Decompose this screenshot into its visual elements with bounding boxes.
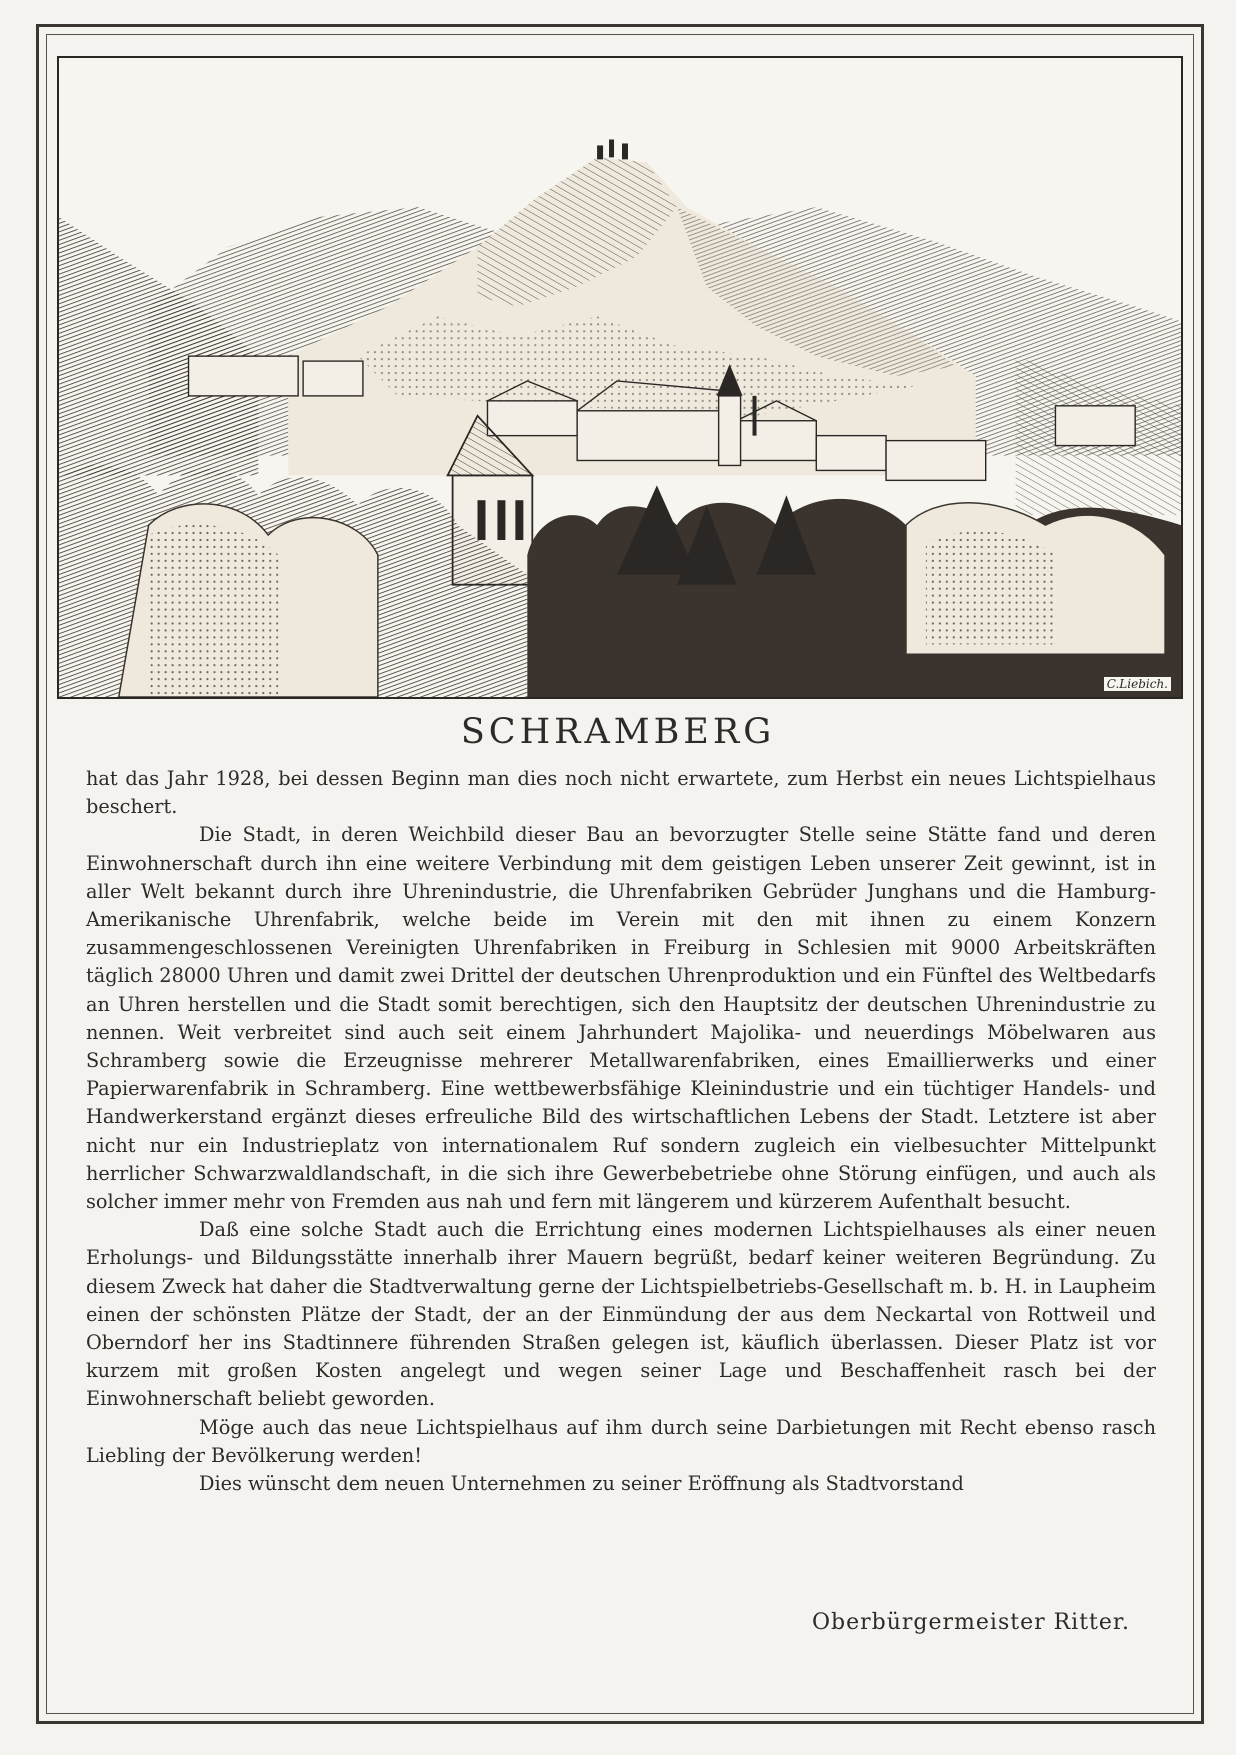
artist-signature: C.Liebich. (1104, 677, 1171, 691)
signature-line: Oberbürgermeister Ritter. (811, 1610, 1130, 1635)
paragraph: hat das Jahr 1928, bei dessen Beginn man dies noch nicht erwartete, zum Herbst ein neues Lichtspielhaus beschert. (86, 767, 1156, 819)
paragraph: Die Stadt, in deren Weichbild dieser Bau an bevorzugter Stelle seine Stätte fand und deren Einwohnerschaft durch ihn eine weitere Verbindung mit dem geistigen Leben unserer Zeit gewinnt, ist in aller Welt bekannt durch ihre Uhrenindustrie, die Uhrenfabriken Gebrüder Junghans und die Hamburg-Amerikanische Uhrenfabrik, welche beide im Verein mit den mit ihnen zu einem Konzern zusammengeschlossenen Vereinigten Uhrenfabriken in Freiburg in Schlesien mit 9000 Arbeitskräften täglich 28000 Uhren und damit zwei Drittel der deutschen Uhrenproduktion und ein Fünftel des Weltbedarfs an Uhren herstellen und die Stadt somit berechtigen, sich den Hauptsitz der deutschen Uhrenindustrie zu nennen. Weit verbreitet sind auch seit einem Jahrhundert Majolika- und neuerdings Möbelwaren aus Schramberg sowie die Erzeugnisse mehrerer Metallwarenfabriken, eines Emaillierwerks und einer Papierwarenfabrik in Schramberg. Eine wettbewerbsfähige Kleinindustrie und ein tüchtiger Handels- und Handwerkerstand ergänzt dieses erfreuliche Bild des wirtschaftlichen Lebens der Stadt. Letztere ist aber nicht nur ein Industrieplatz von internationalem Ruf sondern zugleich ein vielbesuchter Mittelpunkt herrlicher Schwarzwaldlandschaft, in die sich ihre Gewerbebetriebe ohne Störung einfügen, und auch als solcher immer mehr von Fremden aus nah und fern mit längerem und kürzerem Aufenthalt besucht. (86, 823, 1156, 1214)
body-text (86, 765, 1156, 1498)
landscape-drawing (59, 58, 1181, 697)
town-landscape-illustration (57, 56, 1183, 699)
paragraph: Daß eine solche Stadt auch die Errichtung eines modernen Lichtspielhauses als einer neuen Erholungs- und Bildungsstätte innerhalb ihrer Mauern begrüßt, bedarf keiner weiteren Begründung. Zu diesem Zweck hat daher die Stadtverwaltung gerne der Lichtspielbetriebs-Gesellschaft m. b. H. in Laupheim einen der schönsten Plätze der Stadt, der an der Einmündung der aus dem Neckartal von Rottweil und Oberndorf her ins Stadtinnere führenden Straßen gelegen ist, käuflich überlassen. Dieser Platz ist vor kurzem mit großen Kosten angelegt und wegen seiner Lage und Beschaffenheit rasch bei der Einwohnerschaft beliebt geworden. (86, 1218, 1156, 1411)
paragraph: Möge auch das neue Lichtspielhaus auf ihm durch seine Darbietungen mit Recht ebenso rasch Liebling der Bevölkerung werden! (86, 1415, 1156, 1467)
paragraph: Dies wünscht dem neuen Unternehmen zu seiner Eröffnung als Stadtvorstand (199, 1472, 964, 1496)
page-title: SCHRAMBERG (460, 712, 776, 752)
